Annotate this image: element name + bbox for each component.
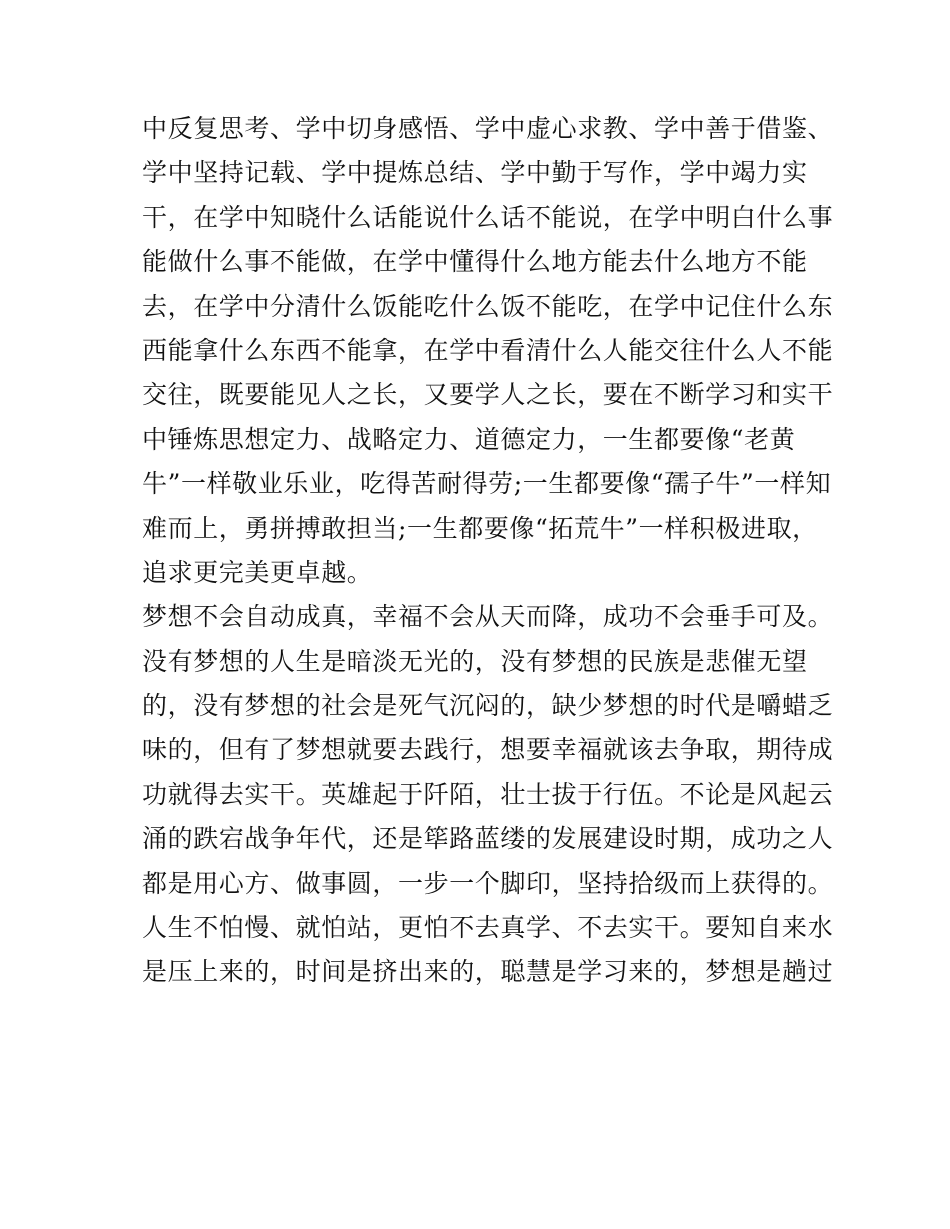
body-text [142,107,832,995]
text-line: 没有梦想的人生是暗淡无光的，没有梦想的民族是悲催无望 [142,646,808,676]
text-line: 难而上，勇拼搏敢担当;一生都要像“拓荒牛”一样积极进取， [142,513,818,543]
text-line: 西能拿什么东西不能拿，在学中看清什么人能交往什么人不能 [142,335,834,365]
text-line: 梦想不会自动成真，幸福不会从天而降，成功不会垂手可及。 [142,602,834,632]
text-line: 牛”一样敬业乐业，吃得苦耐得劳;一生都要像“孺子牛”一样知 [142,469,832,499]
text-line: 涌的跌宕战争年代，还是筚路蓝缕的发展建设时期，成功之人 [142,824,834,854]
text-line: 人生不怕慢、就怕站，更怕不去真学、不去实干。要知自来水 [142,913,834,943]
text-line: 是压上来的，时间是挤出来的，聪慧是学习来的，梦想是趟过 [142,957,834,987]
text-line: 功就得去实干。英雄起于阡陌，壮士拔于行伍。不论是风起云 [142,779,834,809]
text-line: 追求更完美更卓越。 [142,557,373,587]
text-line: 学中坚持记载、学中提炼总结、学中勤于写作，学中竭力实 [142,158,808,188]
text-line: 干，在学中知晓什么话能说什么话不能说，在学中明白什么事 [142,202,834,232]
text-line: 的，没有梦想的社会是死气沉闷的，缺少梦想的时代是嚼蜡乏 [142,691,834,721]
text-line: 能做什么事不能做，在学中懂得什么地方能去什么地方不能 [142,247,808,277]
text-line: 去，在学中分清什么饭能吃什么饭不能吃，在学中记住什么东 [142,291,834,321]
text-line: 都是用心方、做事圆，一步一个脚印，坚持拾级而上获得的。 [142,868,834,898]
text-line: 交往，既要能见人之长，又要学人之长，要在不断学习和实干 [142,380,834,410]
text-line: 中锤炼思想定力、战略定力、道德定力，一生都要像“老黄 [142,424,796,454]
text-line: 中反复思考、学中切身感悟、学中虚心求教、学中善于借鉴、 [142,114,834,143]
text-line: 味的，但有了梦想就要去践行，想要幸福就该去争取，期待成 [142,735,834,765]
